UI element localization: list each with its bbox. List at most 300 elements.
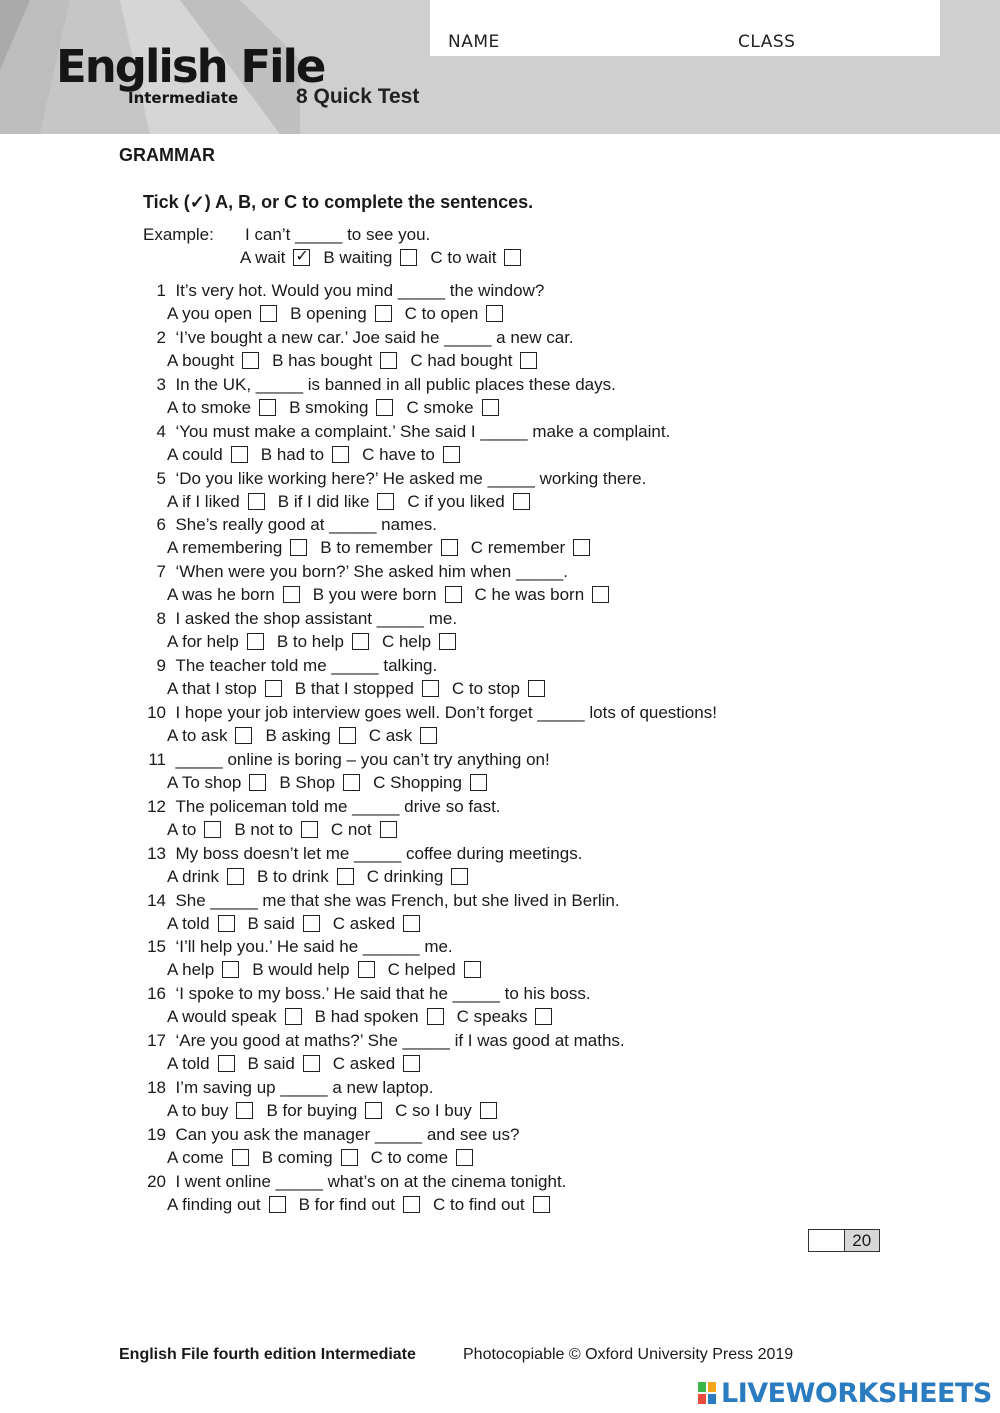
answer-option-label: A bought xyxy=(167,350,235,370)
option-row xyxy=(130,349,890,373)
instructions: Tick (✓) A, B, or C to complete the sentences. xyxy=(143,192,534,212)
option-row xyxy=(130,583,890,607)
answer-option-label: A finding out xyxy=(167,1194,261,1214)
option-row xyxy=(130,396,890,420)
question-line xyxy=(130,748,890,771)
question-item xyxy=(130,373,890,420)
answer-option xyxy=(167,1146,249,1170)
question-text: ‘When were you born?’ She asked him when _____. xyxy=(175,562,568,582)
example-option xyxy=(240,248,310,268)
question-line xyxy=(130,467,890,490)
answer-checkbox[interactable] xyxy=(456,1149,473,1166)
option-row xyxy=(130,771,890,795)
question-line xyxy=(130,560,890,583)
answer-option xyxy=(257,865,354,889)
answer-option xyxy=(315,1005,444,1029)
question-item xyxy=(130,1029,890,1076)
answer-checkbox[interactable] xyxy=(528,680,545,697)
answer-option xyxy=(167,630,264,654)
question-item xyxy=(130,748,890,795)
question-item xyxy=(130,1123,890,1170)
question-text: ‘I’ve bought a new car.’ Joe said he _____ a new car. xyxy=(175,327,574,347)
question-text: ‘You must make a complaint.’ She said I _____ make a complaint. xyxy=(175,421,671,441)
answer-option xyxy=(167,865,244,889)
answer-option-label: A told xyxy=(167,1054,210,1074)
answer-option xyxy=(407,490,529,514)
question-item xyxy=(130,795,890,842)
question-item xyxy=(130,607,890,654)
answer-checkbox[interactable] xyxy=(232,1149,249,1166)
answer-option-label: C asked xyxy=(332,913,396,933)
question-line xyxy=(130,701,890,724)
question-item xyxy=(130,560,890,607)
answer-option-label: A would speak xyxy=(167,1007,277,1027)
answer-checkbox[interactable] xyxy=(249,774,266,791)
name-class-field xyxy=(430,0,940,56)
question-number: 7 xyxy=(156,562,166,582)
answer-checkbox[interactable] xyxy=(482,399,499,416)
answer-option-label: B coming xyxy=(261,1148,333,1168)
answer-checkbox[interactable] xyxy=(464,961,481,978)
answer-option-label: B said xyxy=(247,913,295,933)
answer-option xyxy=(266,1099,382,1123)
answer-checkbox[interactable] xyxy=(341,1149,358,1166)
question-number: 5 xyxy=(156,468,166,488)
logo-square xyxy=(707,1381,717,1393)
score-input[interactable] xyxy=(809,1230,845,1251)
footer-copyright: Photocopiable © Oxford University Press 2019 xyxy=(463,1346,794,1363)
answer-option-label: B to remember xyxy=(320,538,433,558)
answer-option xyxy=(290,302,392,326)
question-item xyxy=(130,1076,890,1123)
question-text: My boss doesn’t let me _____ coffee during meetings. xyxy=(175,843,583,863)
question-line xyxy=(130,982,890,1005)
answer-option xyxy=(475,583,610,607)
answer-option xyxy=(313,583,462,607)
answer-option xyxy=(279,771,360,795)
answer-checkbox[interactable] xyxy=(592,586,609,603)
answer-option-label: B Shop xyxy=(279,772,336,792)
answer-checkbox[interactable] xyxy=(339,727,356,744)
score-total: 20 xyxy=(845,1230,880,1251)
question-text: Can you ask the manager _____ and see us? xyxy=(175,1125,520,1145)
question-line xyxy=(130,1029,890,1052)
question-item xyxy=(130,467,890,514)
answer-option xyxy=(406,396,498,420)
answer-option-label: B asking xyxy=(265,726,331,746)
question-number: 3 xyxy=(156,374,166,394)
question-number: 11 xyxy=(148,749,166,769)
question-item xyxy=(130,326,890,373)
answer-checkbox[interactable] xyxy=(283,586,300,603)
footer-edition: English File fourth edition Intermediate xyxy=(119,1346,416,1363)
answer-option-label: B to drink xyxy=(256,866,329,886)
answer-checkbox[interactable] xyxy=(533,1196,550,1213)
answer-option xyxy=(457,1005,553,1029)
answer-checkbox[interactable] xyxy=(358,961,375,978)
question-line xyxy=(130,935,890,958)
answer-option-label: B if I did like xyxy=(277,491,370,511)
question-line xyxy=(130,1170,890,1193)
answer-checkbox[interactable] xyxy=(451,868,468,885)
answer-option-label: A for help xyxy=(167,632,239,652)
option-row xyxy=(130,677,890,701)
answer-option-label: C to stop xyxy=(451,679,520,699)
answer-option-label: B for buying xyxy=(266,1101,358,1121)
answer-option xyxy=(167,958,239,982)
question-line xyxy=(130,889,890,912)
question-text: ‘Do you like working here?’ He asked me _____ working there. xyxy=(175,468,647,488)
answer-option xyxy=(333,1052,420,1076)
question-number: 19 xyxy=(147,1125,166,1145)
option-row xyxy=(130,912,890,936)
answer-checkbox[interactable] xyxy=(365,1102,382,1119)
question-number: 14 xyxy=(147,890,166,910)
answer-option-label: B would help xyxy=(252,960,350,980)
answer-option-label: A to xyxy=(167,819,197,839)
answer-option xyxy=(333,912,420,936)
question-line xyxy=(130,279,890,302)
answer-checkbox[interactable] xyxy=(427,1008,444,1025)
example-sentence: I can’t _____ to see you. xyxy=(245,225,431,244)
answer-option xyxy=(167,912,235,936)
answer-option-label: A to smoke xyxy=(167,397,252,417)
answer-option-label: C help xyxy=(381,632,432,652)
answer-checkbox[interactable] xyxy=(403,1196,420,1213)
answer-option xyxy=(252,958,374,982)
answer-option xyxy=(167,1052,235,1076)
answer-checkbox[interactable] xyxy=(247,633,264,650)
answer-checkbox[interactable] xyxy=(236,1102,253,1119)
question-number: 9 xyxy=(156,656,166,676)
question-item xyxy=(130,889,890,936)
question-number: 8 xyxy=(156,609,166,629)
question-item xyxy=(130,935,890,982)
question-line xyxy=(130,513,890,536)
question-text: I asked the shop assistant _____ me. xyxy=(175,609,458,629)
header-band xyxy=(0,0,1000,134)
answer-checkbox[interactable] xyxy=(420,727,437,744)
answer-checkbox[interactable] xyxy=(265,680,282,697)
option-row xyxy=(130,1005,890,1029)
answer-option xyxy=(410,349,537,373)
option-row xyxy=(130,630,890,654)
answer-option-label: B for find out xyxy=(298,1194,395,1214)
answer-option xyxy=(265,724,355,748)
answer-checkbox[interactable] xyxy=(380,821,397,838)
answer-option xyxy=(167,1005,302,1029)
answer-checkbox[interactable] xyxy=(218,1055,235,1072)
answer-option xyxy=(167,536,307,560)
answer-checkbox[interactable] xyxy=(231,446,248,463)
answer-checkbox[interactable] xyxy=(290,539,307,556)
answer-option-label: B to help xyxy=(276,632,344,652)
answer-checkbox[interactable] xyxy=(301,821,318,838)
test-title: 8 Quick Test xyxy=(296,85,420,108)
answer-option-label: C remember xyxy=(470,538,566,558)
answer-option-label: C to come xyxy=(370,1148,449,1168)
answer-checkbox[interactable] xyxy=(520,352,537,369)
answer-option-label: A to ask xyxy=(167,726,228,746)
answer-option-label: C asked xyxy=(332,1054,396,1074)
answer-option-label: B you were born xyxy=(312,585,437,605)
answer-option xyxy=(433,1193,550,1217)
answer-option-label: B smoking xyxy=(289,397,369,417)
question-text: The policeman told me _____ drive so fast. xyxy=(175,796,501,816)
logo-square xyxy=(707,1393,717,1405)
question-text: _____ online is boring – you can’t try anything on! xyxy=(175,749,550,769)
answer-option xyxy=(295,677,439,701)
answer-option xyxy=(167,302,277,326)
question-line xyxy=(130,842,890,865)
answer-option-label: A was he born xyxy=(167,585,275,605)
answer-option-label: A you open xyxy=(167,304,253,323)
option-row xyxy=(130,724,890,748)
question-line xyxy=(130,420,890,443)
answer-option-label: A to buy xyxy=(167,1101,229,1121)
answer-option xyxy=(167,1099,253,1123)
answer-option-label: B not to xyxy=(234,819,293,839)
example-option-label: C to wait xyxy=(430,248,497,267)
question-text: She’s really good at _____ names. xyxy=(175,515,437,535)
answer-option xyxy=(373,771,487,795)
answer-option-label: C helped xyxy=(387,960,456,980)
class-label: CLASS xyxy=(738,32,796,52)
question-text: ‘I spoke to my boss.’ He said that he _____ to his boss. xyxy=(175,984,591,1004)
answer-option xyxy=(167,349,259,373)
question-number: 1 xyxy=(156,281,166,300)
answer-option xyxy=(395,1099,497,1123)
answer-option xyxy=(382,630,456,654)
example-checkbox[interactable] xyxy=(293,249,310,266)
answer-option-label: A that I stop xyxy=(167,679,257,699)
answer-option xyxy=(362,443,460,467)
answer-option xyxy=(234,818,318,842)
question-item xyxy=(130,842,890,889)
score-box xyxy=(808,1229,880,1252)
answer-option xyxy=(167,396,276,420)
answer-option-label: C he was born xyxy=(474,585,585,605)
question-number: 13 xyxy=(147,843,166,863)
answer-option-label: B opening xyxy=(290,304,367,323)
question-line xyxy=(130,1123,890,1146)
answer-checkbox[interactable] xyxy=(303,1055,320,1072)
option-row xyxy=(130,1146,890,1170)
answer-option-label: A remembering xyxy=(167,538,283,558)
example-option xyxy=(323,248,417,268)
liveworksheets-icon xyxy=(697,1381,717,1405)
question-line xyxy=(130,654,890,677)
answer-option xyxy=(262,1146,358,1170)
example-label: Example: xyxy=(143,225,214,244)
question-text: I’m saving up _____ a new laptop. xyxy=(175,1078,434,1098)
answer-checkbox[interactable] xyxy=(439,633,456,650)
question-item xyxy=(130,654,890,701)
answer-checkbox[interactable] xyxy=(480,1102,497,1119)
answer-checkbox[interactable] xyxy=(573,539,590,556)
answer-checkbox[interactable] xyxy=(352,633,369,650)
answer-checkbox[interactable] xyxy=(269,1196,286,1213)
question-text: It’s very hot. Would you mind _____ the window? xyxy=(175,281,545,300)
question-text: I hope your job interview goes well. Don’t forget _____ lots of questions! xyxy=(175,703,717,723)
question-number: 15 xyxy=(147,937,166,957)
option-row xyxy=(130,536,890,560)
answer-option-label: A come xyxy=(167,1148,224,1168)
answer-checkbox[interactable] xyxy=(332,446,349,463)
answer-option xyxy=(367,865,469,889)
answer-option-label: C had bought xyxy=(410,350,513,370)
answer-option xyxy=(278,490,395,514)
answer-checkbox[interactable] xyxy=(443,446,460,463)
section-heading: GRAMMAR xyxy=(119,145,215,165)
answer-option xyxy=(248,912,320,936)
answer-option xyxy=(167,490,265,514)
answer-option-label: A told xyxy=(167,913,210,933)
question-line xyxy=(130,373,890,396)
answer-checkbox[interactable] xyxy=(222,961,239,978)
example-options xyxy=(240,248,534,268)
question-item xyxy=(130,701,890,748)
option-row xyxy=(130,1052,890,1076)
question-item xyxy=(130,1170,890,1217)
answer-option-label: C to open xyxy=(404,304,479,323)
answer-checkbox[interactable] xyxy=(422,680,439,697)
answer-option-label: A if I liked xyxy=(167,491,240,511)
example-checkbox[interactable] xyxy=(400,249,417,266)
example-option xyxy=(430,248,521,268)
option-row xyxy=(130,1099,890,1123)
question-text: ‘I’ll help you.’ He said he ______ me. xyxy=(175,937,453,957)
answer-option xyxy=(167,724,252,748)
answer-checkbox[interactable] xyxy=(337,868,354,885)
option-row xyxy=(130,1193,890,1217)
answer-checkbox[interactable] xyxy=(227,868,244,885)
answer-checkbox[interactable] xyxy=(486,305,503,322)
option-row xyxy=(130,443,890,467)
answer-checkbox[interactable] xyxy=(513,493,530,510)
answer-option-label: C not xyxy=(330,819,372,839)
question-number: 16 xyxy=(147,984,166,1004)
answer-checkbox[interactable] xyxy=(375,305,392,322)
answer-checkbox[interactable] xyxy=(204,821,221,838)
option-row xyxy=(130,865,890,889)
question-line xyxy=(130,607,890,630)
logo-title: English File xyxy=(56,40,325,93)
answer-checkbox[interactable] xyxy=(260,305,277,322)
answer-checkbox[interactable] xyxy=(403,915,420,932)
answer-option-label: B had spoken xyxy=(314,1007,419,1027)
question-number: 10 xyxy=(147,703,166,723)
option-row xyxy=(130,818,890,842)
answer-checkbox[interactable] xyxy=(248,493,265,510)
answer-checkbox[interactable] xyxy=(235,727,252,744)
answer-option xyxy=(371,1146,473,1170)
answer-checkbox[interactable] xyxy=(259,399,276,416)
answer-option-label: C if you liked xyxy=(407,491,505,511)
question-text: In the UK, _____ is banned in all public places these days. xyxy=(175,374,616,394)
answer-checkbox[interactable] xyxy=(535,1008,552,1025)
logo-square xyxy=(697,1393,707,1405)
question-list xyxy=(130,279,890,1217)
answer-checkbox[interactable] xyxy=(242,352,259,369)
question-number: 2 xyxy=(156,327,166,347)
answer-checkbox[interactable] xyxy=(376,399,393,416)
question-number: 20 xyxy=(147,1171,166,1191)
answer-checkbox[interactable] xyxy=(303,915,320,932)
answer-option-label: A could xyxy=(167,444,223,464)
answer-checkbox[interactable] xyxy=(285,1008,302,1025)
logo-square xyxy=(697,1381,707,1393)
question-line xyxy=(130,326,890,349)
answer-option xyxy=(167,677,282,701)
option-row xyxy=(130,302,890,326)
answer-checkbox[interactable] xyxy=(380,352,397,369)
question-number: 17 xyxy=(147,1031,166,1051)
example-checkbox[interactable] xyxy=(504,249,521,266)
answer-option xyxy=(167,818,221,842)
name-label: NAME xyxy=(448,32,500,52)
answer-option xyxy=(405,302,504,326)
answer-option-label: C have to xyxy=(362,444,435,464)
answer-checkbox[interactable] xyxy=(403,1055,420,1072)
answer-checkbox[interactable] xyxy=(343,774,360,791)
question-line xyxy=(130,1076,890,1099)
question-item xyxy=(130,420,890,467)
answer-option-label: A help xyxy=(167,960,215,980)
answer-checkbox[interactable] xyxy=(441,539,458,556)
answer-option-label: C so I buy xyxy=(395,1101,472,1121)
answer-checkbox[interactable] xyxy=(445,586,462,603)
question-text: She _____ me that she was French, but she lived in Berlin. xyxy=(175,890,620,910)
answer-checkbox[interactable] xyxy=(218,915,235,932)
answer-option xyxy=(369,724,437,748)
answer-checkbox[interactable] xyxy=(470,774,487,791)
answer-option-label: A To shop xyxy=(167,772,242,792)
answer-option xyxy=(452,677,545,701)
answer-option-label: C ask xyxy=(368,726,413,746)
example-option-label: A wait xyxy=(240,248,286,267)
answer-option xyxy=(388,958,481,982)
answer-option xyxy=(289,396,393,420)
question-number: 18 xyxy=(147,1078,166,1098)
answer-option-label: B had to xyxy=(260,444,325,464)
answer-option-label: C smoke xyxy=(406,397,474,417)
option-row xyxy=(130,958,890,982)
answer-option-label: C drinking xyxy=(366,866,444,886)
question-text: I went online _____ what’s on at the cinema tonight. xyxy=(175,1171,567,1191)
answer-option xyxy=(277,630,369,654)
answer-option xyxy=(167,443,248,467)
question-number: 6 xyxy=(156,515,166,535)
question-line xyxy=(130,795,890,818)
answer-option xyxy=(261,443,349,467)
question-item xyxy=(130,513,890,560)
option-row xyxy=(130,490,890,514)
example-sentence-row xyxy=(143,225,430,245)
answer-option xyxy=(272,349,397,373)
answer-option-label: B that I stopped xyxy=(294,679,414,699)
answer-option-label: C Shopping xyxy=(373,772,462,792)
liveworksheets-logo xyxy=(697,1378,992,1408)
answer-option xyxy=(167,771,266,795)
answer-checkbox[interactable] xyxy=(377,493,394,510)
question-text: ‘Are you good at maths?’ She _____ if I was good at maths. xyxy=(175,1031,625,1051)
question-item xyxy=(130,279,890,326)
example-option-label: B waiting xyxy=(323,248,393,267)
question-text: The teacher told me _____ talking. xyxy=(175,656,438,676)
answer-option xyxy=(320,536,457,560)
answer-option-label: C to find out xyxy=(432,1194,525,1214)
